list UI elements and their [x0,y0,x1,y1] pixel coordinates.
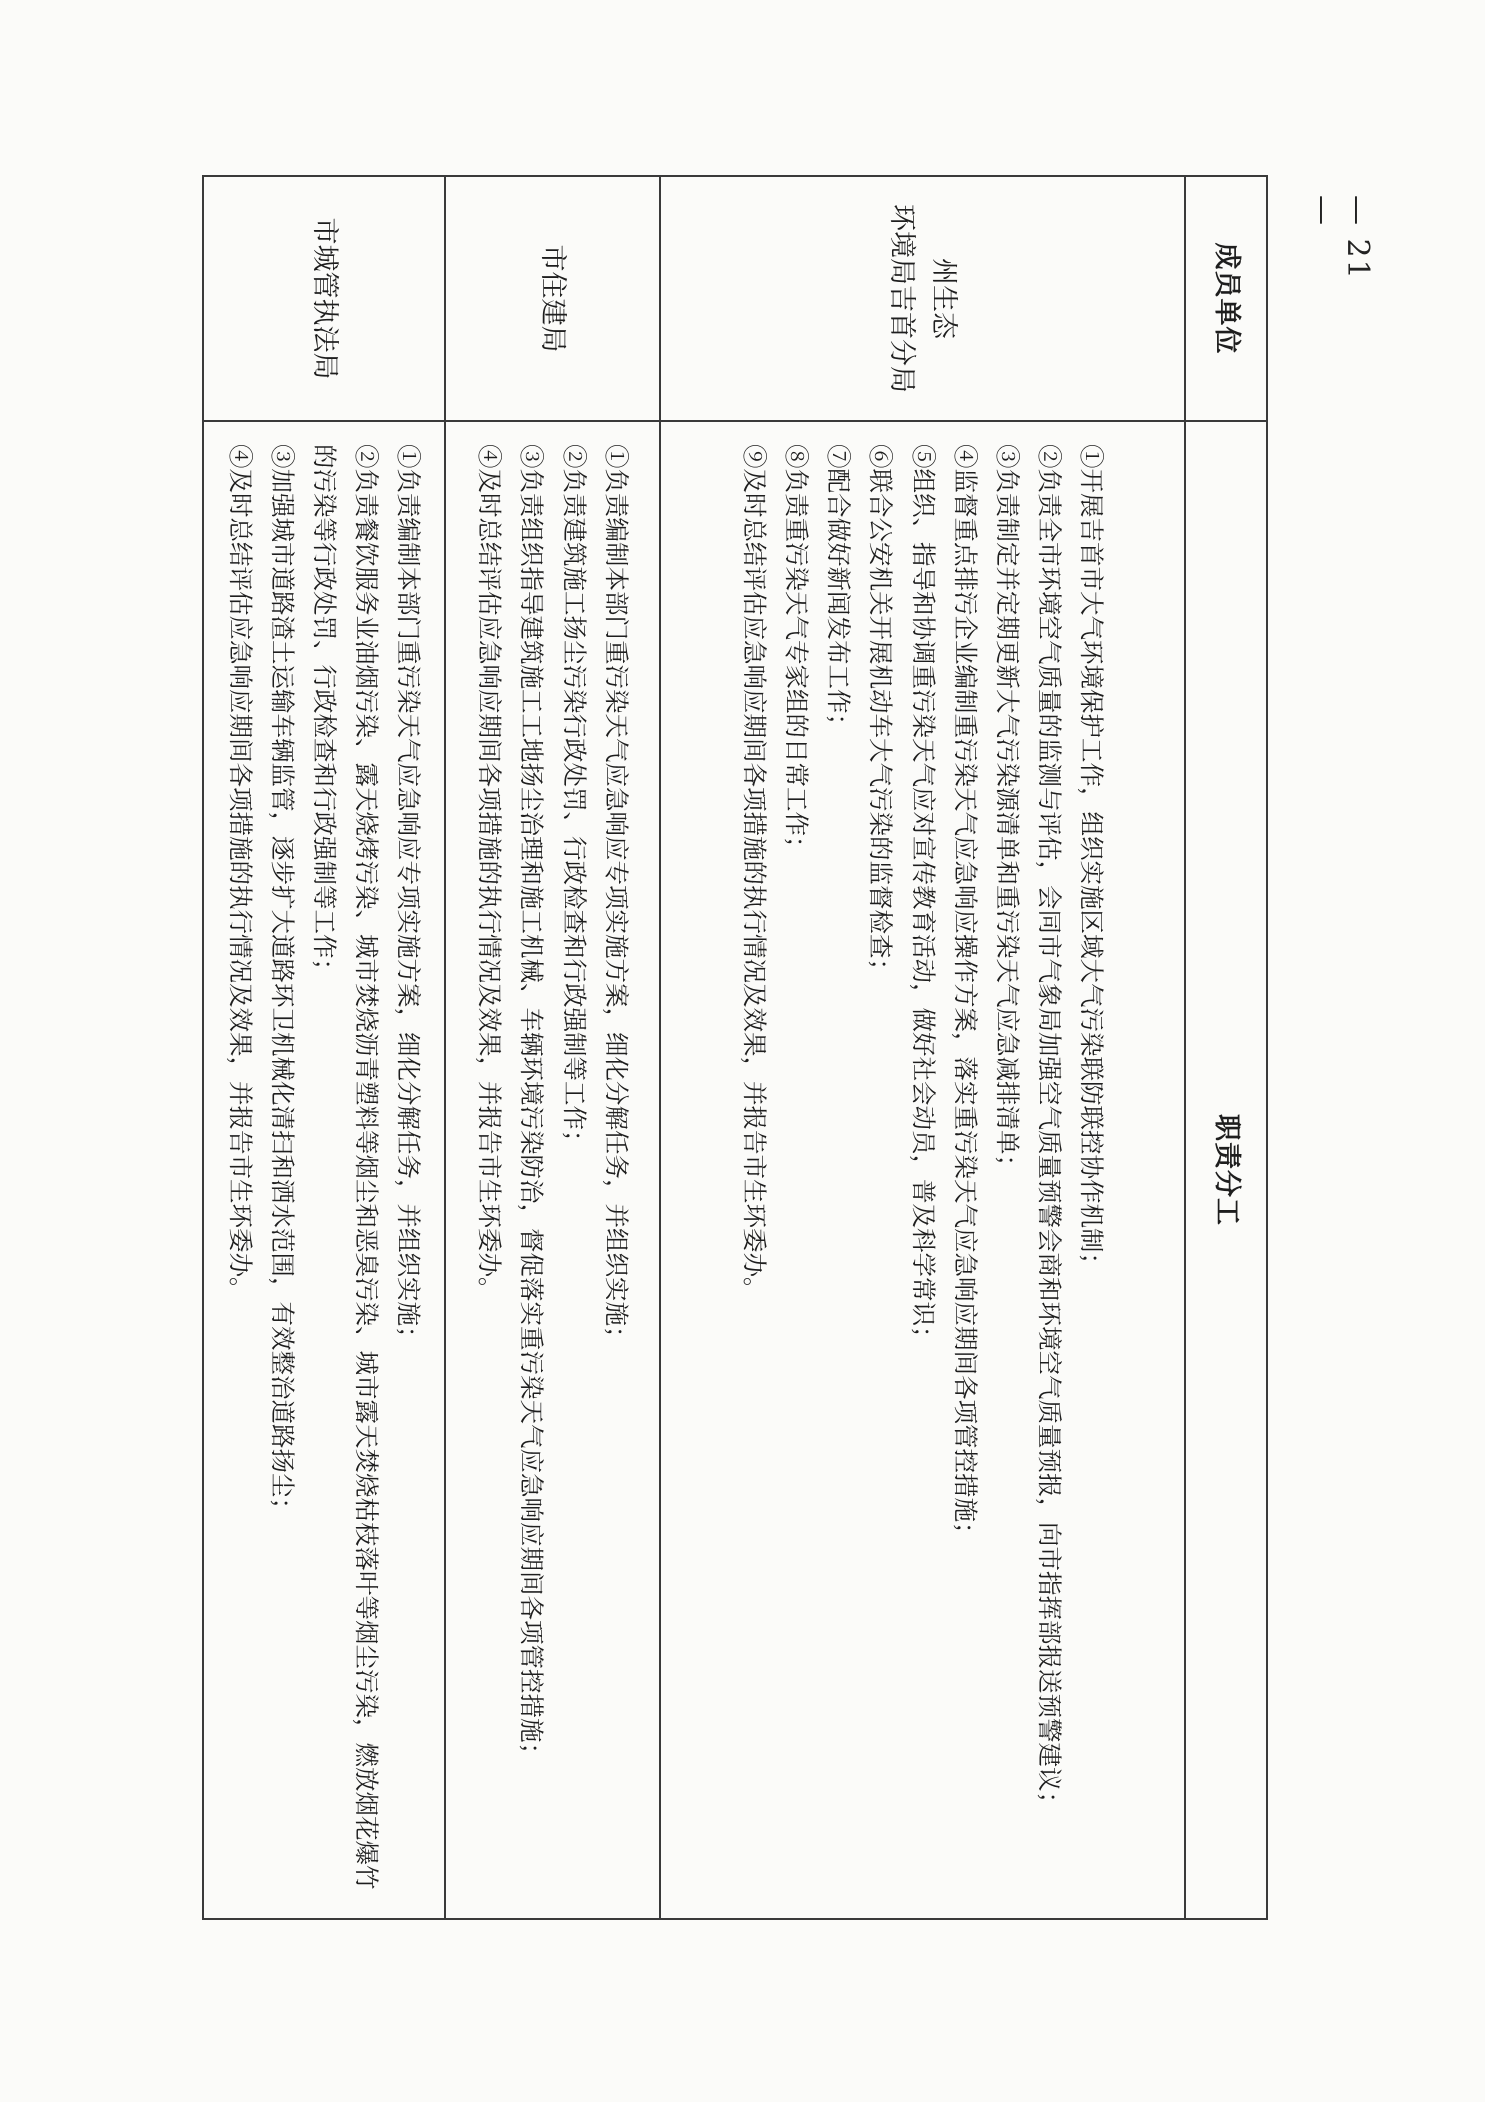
duties-cell [660,421,1185,1919]
duty-item: ②负责全市环境空气质量的监测与评估，会同市气象局加强空气质量预警会商和环境空气质量预报，向市指挥部报送预警建议； [1034,444,1064,1816]
unit-line: 环境局吉首分局 [886,204,918,393]
unit-line: 市城管执法局 [308,217,340,380]
unit-cell [660,176,1185,421]
duty-item: ⑤组织、指导和协调重污染天气应对宣传教育活动，做好社会动员，普及科学常识； [908,444,938,1351]
unit-line: 市住建局 [537,244,569,353]
rotated-table-frame [208,175,1268,1920]
duty-item: ③加强城市道路渣土运输车辆监管，逐步扩大道路环卫机械化清扫和洒水范围，有效整治道路扬尘； [267,444,297,1522]
duty-item: ④及时总结评估应急响应期间各项措施的执行情况及效果，并报告市生环委办。 [475,444,505,1302]
duties-cell [445,421,660,1919]
duty-item: ②负责建筑施工扬尘污染行政处罚、行政检查和行政强制等工作； [559,444,589,1155]
duty-item: ②负责餐饮服务业油烟污染、露天烧烤污染、城市焚烧沥青塑料等烟尘和恶臭污染、城市露天焚烧枯枝落叶等烟尘污染，燃放烟花爆竹的污染等行政处罚、行政检查和行政强制等工作； [310,444,382,1890]
header-unit [1185,176,1267,421]
table-row [660,176,1185,1919]
duty-item: ①负责编制本部门重污染天气应急响应专项实施方案，细化分解任务，并组织实施； [601,444,631,1351]
duty-item: ⑦配合做好新闻发布工作； [824,444,854,738]
table-row [203,176,445,1919]
unit-line: 州生态 [928,258,960,339]
duty-item: ③负责组织指导建筑施工工地扬尘治理和施工机械、车辆环境污染防治，督促落实重污染天气应急响应期间各项管控措施； [517,444,547,1767]
unit-cell [203,176,445,421]
header-duty [1185,421,1267,1919]
duty-item: ③负责制定并定期更新大气污染源清单和重污染天气应急减排清单； [992,444,1022,1179]
page-number: — 21 — [1305,195,1375,281]
header-unit-label: 成员单位 [1211,242,1243,355]
duty-table [202,175,1268,1920]
duty-item: ④监督重点排污企业编制重污染天气应急响应操作方案，落实重污染天气应急响应期间各项管控措施； [950,444,980,1547]
duty-item: ④及时总结评估应急响应期间各项措施的执行情况及效果，并报告市生环委办。 [225,444,255,1302]
table-row [445,176,660,1919]
duties-cell [203,421,445,1919]
duty-item: ⑥联合公安机关开展机动车大气污染的监督检查； [866,444,896,983]
duty-item: ⑨及时总结评估应急响应期间各项措施的执行情况及效果，并报告市生环委办。 [740,444,770,1302]
duty-item: ①开展吉首市大气环境保护工作，组织实施区域大气污染联防联控协作机制； [1077,444,1107,1277]
duty-item: ⑧负责重污染天气专家组的日常工作； [782,444,812,861]
header-duty-label: 职责分工 [1211,1114,1243,1226]
unit-cell [445,176,660,421]
table-header-row [1185,176,1267,1919]
duty-item: ①负责编制本部门重污染天气应急响应专项实施方案，细化分解任务，并组织实施； [394,444,424,1351]
